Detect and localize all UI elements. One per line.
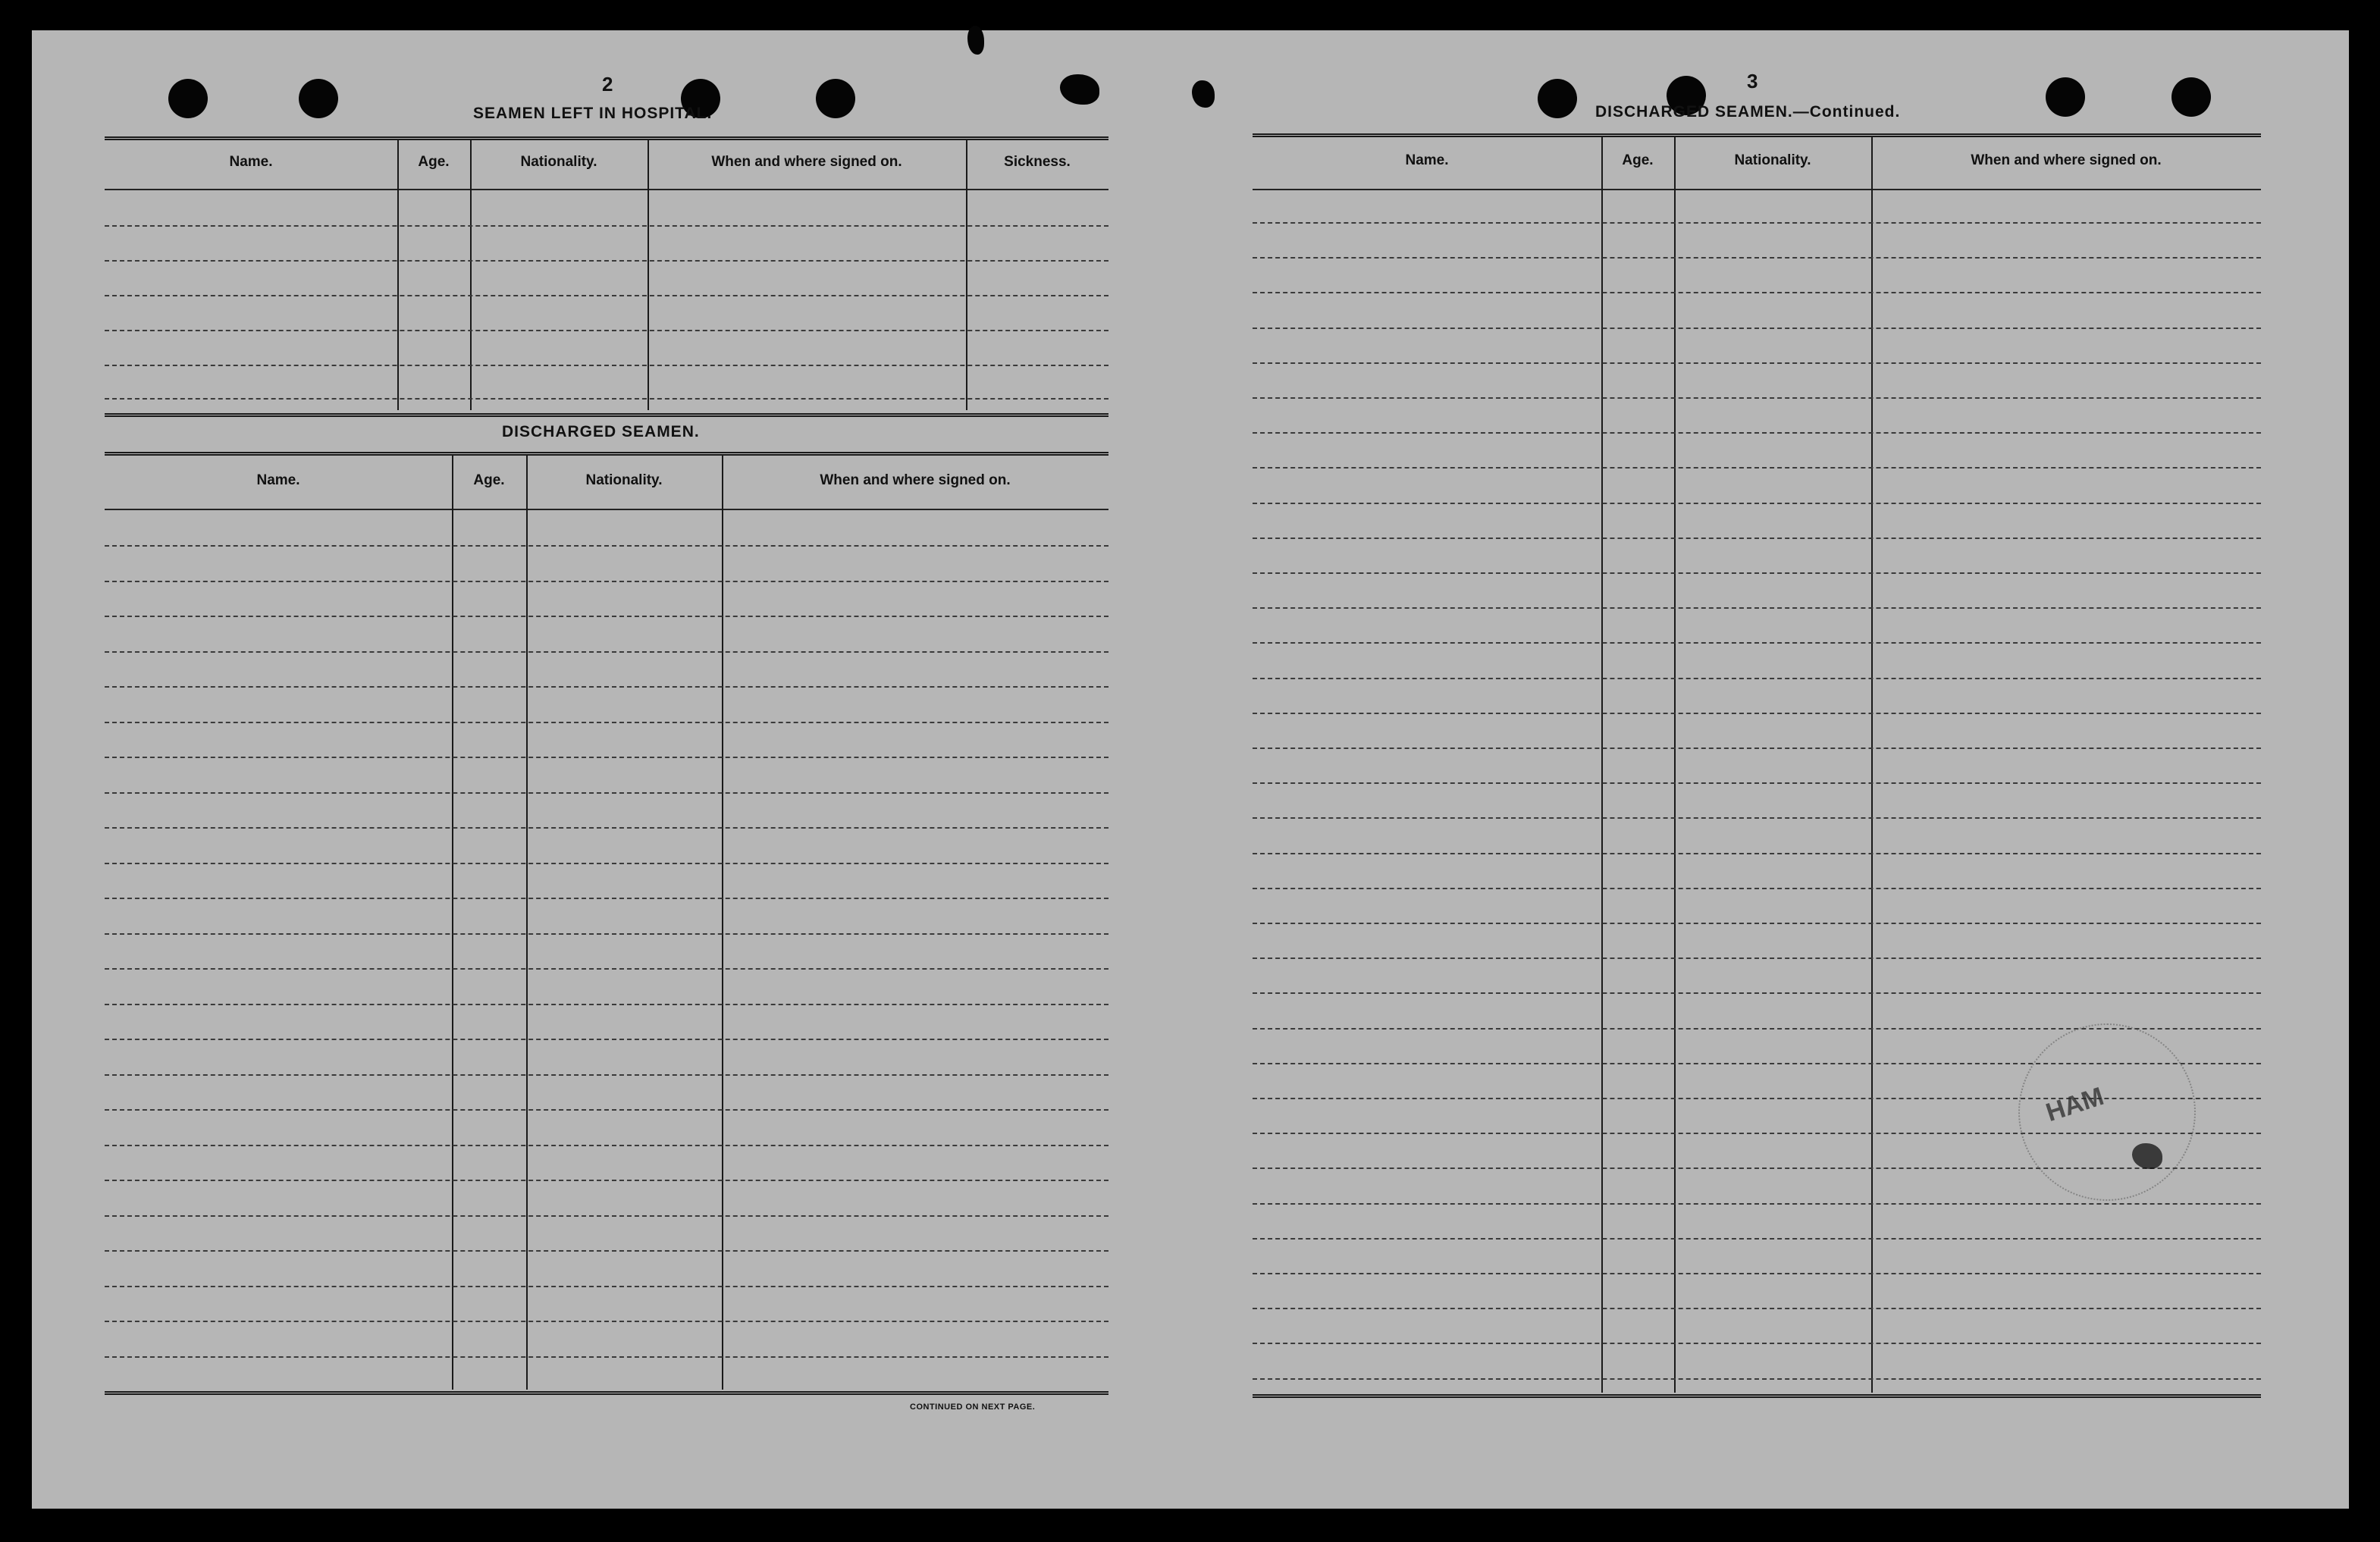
entry-line (1253, 642, 2261, 644)
entry-line (105, 1004, 1108, 1005)
entry-line (105, 1039, 1108, 1040)
entry-line (1253, 888, 2261, 889)
col-sickness: Sickness. (1004, 154, 1071, 170)
column-divider (1871, 137, 1873, 1393)
punch-hole (168, 79, 208, 118)
col-name: Name. (256, 472, 300, 488)
entry-line (105, 1286, 1108, 1287)
ink-blot (967, 26, 984, 55)
entry-line (105, 545, 1108, 547)
entry-line (105, 792, 1108, 794)
entry-line (1253, 1343, 2261, 1344)
table-bottom-rule (105, 1391, 1108, 1395)
entry-line (1253, 607, 2261, 609)
entry-line (1253, 222, 2261, 224)
postmark-stamp: HAM (2042, 1081, 2108, 1128)
col-name: Name. (1405, 152, 1449, 168)
entry-line (1253, 817, 2261, 819)
entry-line (105, 295, 1108, 296)
discharged-table-header (105, 456, 1108, 510)
col-name: Name. (229, 154, 273, 170)
entry-line (105, 1250, 1108, 1252)
entry-line (1253, 747, 2261, 749)
postmark-stamp-ring (2018, 1023, 2196, 1201)
entry-line (105, 1321, 1108, 1322)
entry-line (1253, 328, 2261, 329)
column-divider (966, 140, 967, 410)
punch-hole (2171, 77, 2211, 117)
table-bottom-rule (105, 413, 1108, 417)
ink-blot (1060, 74, 1099, 105)
punch-hole (299, 79, 338, 118)
entry-line (1253, 678, 2261, 679)
entry-line (105, 365, 1108, 366)
column-divider (470, 140, 472, 410)
entry-line (1253, 853, 2261, 854)
entry-line (1253, 782, 2261, 784)
discharged-continued-title: DISCHARGED SEAMEN.—Continued. (1595, 103, 1901, 121)
entry-line (105, 260, 1108, 262)
entry-line (1253, 292, 2261, 293)
hospital-table-header (105, 140, 1108, 190)
entry-line (1253, 432, 2261, 434)
entry-line (1253, 572, 2261, 574)
entry-line (1253, 538, 2261, 539)
discharged-continued-header (1253, 137, 2261, 190)
entry-line (105, 330, 1108, 331)
entry-line (1253, 1378, 2261, 1380)
entry-line (105, 686, 1108, 688)
document-sheet (32, 30, 2349, 1509)
discharged-table-right (1253, 133, 2261, 1434)
entry-line (1253, 467, 2261, 469)
entry-line (105, 722, 1108, 723)
entry-line (1253, 1203, 2261, 1205)
entry-line (105, 1145, 1108, 1146)
entry-line (105, 1109, 1108, 1111)
entry-line (1253, 503, 2261, 504)
entry-line (1253, 957, 2261, 959)
ink-blot (1192, 80, 1215, 108)
column-divider (397, 140, 399, 410)
entry-line (105, 863, 1108, 864)
entry-line (1253, 713, 2261, 714)
entry-line (105, 651, 1108, 653)
col-when-where: When and where signed on. (1971, 152, 2162, 168)
entry-line (1253, 397, 2261, 399)
entry-line (1253, 923, 2261, 924)
entry-line (105, 827, 1108, 829)
col-age: Age. (473, 472, 505, 488)
entry-line (105, 933, 1108, 935)
column-divider (1601, 137, 1603, 1393)
col-age: Age. (1622, 152, 1654, 168)
discharged-table-left (105, 452, 1108, 1434)
entry-line (105, 581, 1108, 582)
entry-line (105, 757, 1108, 758)
entry-line (105, 1356, 1108, 1358)
col-nationality: Nationality. (585, 472, 663, 488)
entry-line (1253, 992, 2261, 994)
hospital-section-title: SEAMEN LEFT IN HOSPITAL. (473, 105, 713, 122)
hospital-table (105, 136, 1108, 443)
entry-line (105, 616, 1108, 617)
entry-line (105, 1180, 1108, 1181)
entry-line (1253, 257, 2261, 259)
col-nationality: Nationality. (1734, 152, 1811, 168)
punch-hole (1538, 79, 1577, 118)
page-number-right: 3 (1747, 70, 1758, 92)
entry-line (105, 398, 1108, 400)
continued-note: CONTINUED ON NEXT PAGE. (910, 1403, 1036, 1412)
punch-hole (2046, 77, 2085, 117)
column-divider (648, 140, 649, 410)
entry-line (105, 898, 1108, 899)
col-age: Age. (418, 154, 450, 170)
entry-line (105, 1074, 1108, 1076)
entry-line (1253, 362, 2261, 364)
entry-line (1253, 1273, 2261, 1274)
entry-line (105, 968, 1108, 970)
entry-line (105, 225, 1108, 227)
col-when-where: When and where signed on. (820, 472, 1011, 488)
table-bottom-rule (1253, 1394, 2261, 1398)
punch-hole (816, 79, 855, 118)
entry-line (1253, 1238, 2261, 1240)
discharged-section-title: DISCHARGED SEAMEN. (502, 423, 700, 440)
entry-line (105, 1215, 1108, 1217)
col-nationality: Nationality. (520, 154, 597, 170)
col-when-where: When and where signed on. (711, 154, 902, 170)
column-divider (1674, 137, 1676, 1393)
entry-line (1253, 1308, 2261, 1309)
page-number-left: 2 (602, 73, 613, 96)
